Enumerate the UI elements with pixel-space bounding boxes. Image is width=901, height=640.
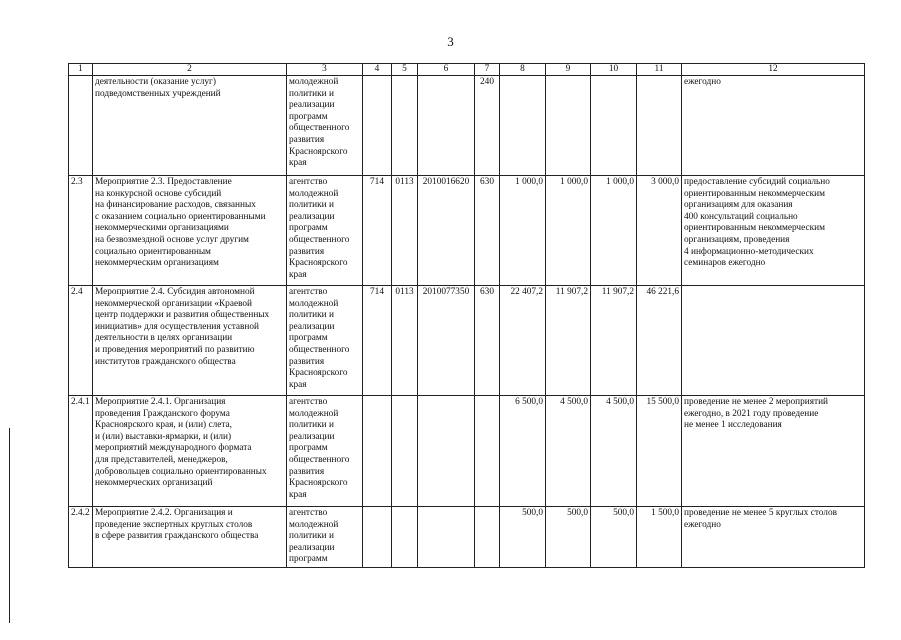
amount-year-3: 1 000,0	[591, 176, 637, 286]
expense-type-code: 630	[475, 176, 500, 286]
col-header: 1	[69, 64, 93, 76]
section-code	[392, 396, 418, 507]
col-header: 6	[418, 64, 475, 76]
responsible-agency: агентство молодежной политики и реализации программ	[287, 507, 363, 568]
row-number: 2.3	[69, 176, 93, 286]
amount-year-1: 6 500,0	[500, 396, 546, 507]
amount-total: 46 221,6	[637, 286, 682, 396]
target-article-code: 2010077350	[418, 286, 475, 396]
amount-year-2	[546, 76, 591, 176]
row-number: 2.4.2	[69, 507, 93, 568]
table-row	[69, 76, 865, 176]
col-header: 2	[93, 64, 287, 76]
grbs-code: 714	[363, 176, 392, 286]
responsible-agency: молодежной политики и реализации программ общественного развития Красноярского края	[287, 76, 363, 176]
program-activities-table	[68, 63, 865, 568]
table-row	[69, 176, 865, 286]
activity-name: Мероприятие 2.4. Субсидия автономной некоммерческой организации «Краевой центр поддержки и развития общественных инициатив» для осуществления уставной деятельности в целях организации и проведения мероприятий по развитию институтов гражданского общества	[93, 286, 287, 396]
col-header: 12	[682, 64, 865, 76]
expected-result: предоставление субсидий социально ориентированным некоммерческим организациям для оказания 400 консультаций социально ориентированным некоммерческим организациям, проведения 4 информационно-методических семинаров ежегодно	[682, 176, 865, 286]
responsible-agency: агентство молодежной политики и реализации программ общественного развития Красноярского края	[287, 396, 363, 507]
activity-name: Мероприятие 2.3. Предоставление на конкурсной основе субсидий на финансирование расходов, связанных с оказанием социально ориентированными некоммерческими организациями на безвозмездной основе услуг другим социально ориентированным некоммерческим организациям	[93, 176, 287, 286]
amount-year-1: 500,0	[500, 507, 546, 568]
amount-total: 3 000,0	[637, 176, 682, 286]
amount-year-2: 4 500,0	[546, 396, 591, 507]
responsible-agency: агентство молодежной политики и реализации программ общественного развития Красноярского края	[287, 286, 363, 396]
expense-type-code: 240	[475, 76, 500, 176]
amount-year-3	[591, 76, 637, 176]
col-header: 9	[546, 64, 591, 76]
amount-year-1: 1 000,0	[500, 176, 546, 286]
row-number: 2.4	[69, 286, 93, 396]
grbs-code	[363, 507, 392, 568]
col-header: 11	[637, 64, 682, 76]
col-header: 4	[363, 64, 392, 76]
amount-total: 15 500,0	[637, 396, 682, 507]
table-row	[69, 286, 865, 396]
expected-result: проведение не менее 5 круглых столов ежегодно	[682, 507, 865, 568]
section-code: 0113	[392, 176, 418, 286]
section-code	[392, 507, 418, 568]
amount-year-1: 22 407,2	[500, 286, 546, 396]
expected-result: ежегодно	[682, 76, 865, 176]
amount-year-2: 500,0	[546, 507, 591, 568]
grbs-code	[363, 76, 392, 176]
expected-result	[682, 286, 865, 396]
section-code: 0113	[392, 286, 418, 396]
activity-name: деятельности (оказание услуг) подведомственных учреждений	[93, 76, 287, 176]
col-header: 10	[591, 64, 637, 76]
col-header: 3	[287, 64, 363, 76]
amount-year-3: 500,0	[591, 507, 637, 568]
amount-year-2: 1 000,0	[546, 176, 591, 286]
row-number	[69, 76, 93, 176]
activity-name: Мероприятие 2.4.2. Организация и проведение экспертных круглых столов в сфере развития гражданского общества	[93, 507, 287, 568]
col-header: 8	[500, 64, 546, 76]
table-row	[69, 507, 865, 568]
expected-result: проведение не менее 2 мероприятий ежегодно, в 2021 году проведение не менее 1 исследования	[682, 396, 865, 507]
grbs-code	[363, 396, 392, 507]
amount-year-2: 11 907,2	[546, 286, 591, 396]
expense-type-code	[475, 396, 500, 507]
margin-line	[9, 428, 10, 623]
column-number-row	[69, 64, 865, 76]
amount-year-3: 4 500,0	[591, 396, 637, 507]
page-number: 3	[447, 34, 454, 49]
activity-name: Мероприятие 2.4.1. Организация проведения Гражданского форума Красноярского края, и (или) слета, и (или) выставки-ярмарки, и (или) мероприятий международного формата для представителей, менеджеров, добровольцев социально ориентированных некоммерческих организаций	[93, 396, 287, 507]
col-header: 5	[392, 64, 418, 76]
col-header: 7	[475, 64, 500, 76]
row-number: 2.4.1	[69, 396, 93, 507]
target-article-code	[418, 76, 475, 176]
amount-total	[637, 76, 682, 176]
target-article-code: 2010016620	[418, 176, 475, 286]
amount-total: 1 500,0	[637, 507, 682, 568]
target-article-code	[418, 396, 475, 507]
expense-type-code: 630	[475, 286, 500, 396]
table-row	[69, 396, 865, 507]
expense-type-code	[475, 507, 500, 568]
grbs-code: 714	[363, 286, 392, 396]
amount-year-1	[500, 76, 546, 176]
target-article-code	[418, 507, 475, 568]
amount-year-3: 11 907,2	[591, 286, 637, 396]
responsible-agency: агентство молодежной политики и реализации программ общественного развития Красноярского края	[287, 176, 363, 286]
section-code	[392, 76, 418, 176]
